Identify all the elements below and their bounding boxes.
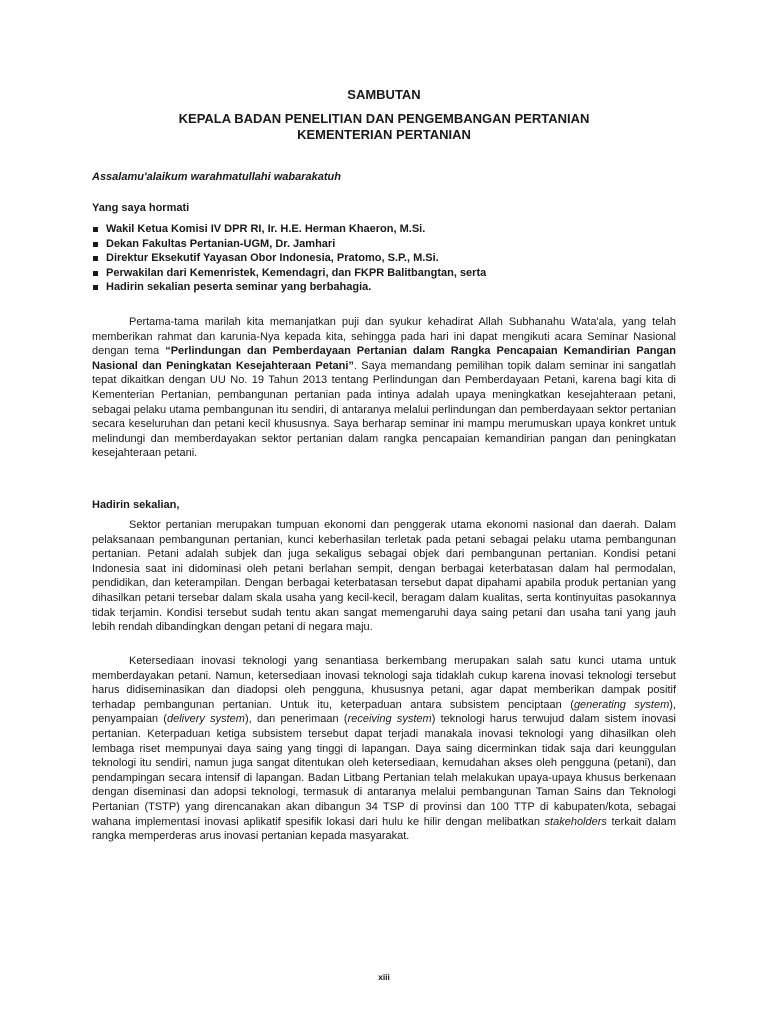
salutation: Yang saya hormati [92,202,190,214]
bullet-icon [93,256,98,261]
term-delivery-system: delivery system [166,713,245,726]
addressee-text: Hadirin sekalian peserta seminar yang berbahagia. [106,281,372,294]
term-stakeholders: stakeholders [544,815,607,828]
addressee-list [92,222,676,295]
opening-text-start: Pertama-tama marilah kita memanjatkan puji dan syukur kehadirat Allah Subhanahu Wata'ala, yang telah memberikan rahmat dan karunia-Nya kepada kita, sehingga pada hari ini dapat mengikuti acara Seminar Nasional dengan tema [92,316,676,358]
innovation-text-4: ) teknologi harus terwujud dalam sistem inovasi pertanian. Keterpaduan ketiga subsistem tersebut dapat terjadi manakala inovasi teknologi yang dihasilkan oleh lembaga riset mempunyai daya saing yang tinggi di lapangan. Daya saing dicerminkan tidak saja dari keunggulan teknologi itu sendiri, namun juga sangat ditentukan oleh ketersediaan, kemudahan akses oleh pengguna (petani), dan pendampingan secara intensif di lapangan. Badan Litbang Pertanian telah melakukan upaya-upaya khusus berkenaan dengan diseminasi dan adopsi teknologi, termasuk di antaranya melalui pembangunan Taman Sains dan Teknologi Pertanian (TSTP) yang direncanakan akan dibangun 34 TSP di provinsi dan 100 TTP di kabupaten/kota, sebagai wahana implementasi inovasi aplikatif spesifik lokasi dari hulu ke hilir dengan melibatkan [92,713,677,828]
bullet-icon [93,242,98,247]
subtitle-line-2: KEMENTERIAN PERTANIAN [297,127,471,142]
document-page [92,0,676,1024]
seminar-theme: “Perlindungan dan Pemberdayaan Pertanian dalam Rangka Pencapaian Kemandirian Pangan Nasional dan Peningkatan Kesejahteraan Petani” [92,345,677,372]
opening-text-end: . Saya memandang pemilihan topik dalam seminar ini sangatlah tepat dikaitkan dengan UU No. 19 Tahun 2013 tentang Perlindungan dan Pemberdayaan Petani, karena bagi kita di Kementerian Pertanian, pembangunan pertanian pada intinya adalah upaya meningkatkan kesejahteraan petani, sebagai pelaku utama pembangunan itu sendiri, di antaranya melalui perlindungan dan pemberdayaan sektor pertanian secara keseluruhan dan petani kecil khususnya. Saya berharap seminar ini mampu merumuskan upaya konkret untuk melindungi dan memberdayakan sektor pertanian dalam rangka pencapaian kemandirian pangan dan peningkatan kesejahteraan petani. [92,359,677,460]
addressee-item [92,251,676,266]
innovation-text-2: ), penyampaian ( [92,698,676,726]
term-generating-system: generating system [573,698,670,711]
addressee-text: Perwakilan dari Kemenristek, Kemendagri, dan FKPR Balitbangtan, serta [106,266,487,279]
innovation-text-5: terkait dalam rangka memperderas arus inovasi pertanian kepada masyarakat. [92,815,677,843]
addressee-text: Wakil Ketua Komisi IV DPR RI, Ir. H.E. Herman Khaeron, M.Si. [106,223,426,235]
bullet-icon [93,227,98,232]
body-paragraph-innovation [92,654,676,844]
addressee-item [92,266,676,281]
page-number: xiii [378,972,390,982]
term-receiving-system: receiving system [347,713,432,726]
opening-paragraph [92,315,676,461]
addressee-text: Direktur Eksekutif Yayasan Obor Indonesia, Pratomo, S.P., M.Si. [106,252,439,265]
subtitle-line-1: KEPALA BADAN PENELITIAN DAN PENGEMBANGAN PERTANIAN [178,111,590,126]
section-heading: Hadirin sekalian, [92,499,180,511]
addressee-item [92,222,676,237]
addressee-item [92,237,676,252]
body-paragraph-agriculture-sector: Sektor pertanian merupakan tumpuan ekonomi dan penggerak utama ekonomi nasional dan daerah. Dalam pelaksanaan pembangunan pertanian, kunci keberhasilan terletak pada petani sebagai pelaku utama pembangunan pertanian. Petani adalah subjek dan juga sekaligus sebagai objek dari pembangunan pertanian. Kondisi petani Indonesia saat ini didominasi oleh petani berlahan sempit, dengan berbagai keterbatasan dalam hal permodalan, pendidikan, dan keterampilan. Dengan berbagai keterbatasan tersebut dapat dipahami apabila produk pertanian yang dihasilkan petani tersebar dalam skala usaha yang kecil-kecil, beragam dalam kualitas, serta kontinyuitas pasokannya tidak terjamin. Kondisi tersebut sudah tentu akan sangat memengaruhi daya saing petani dan usaha tani yang jauh lebih rendah dibandingkan dengan petani di negara maju. [92,519,676,634]
addressee-text: Dekan Fakultas Pertanian-UGM, Dr. Jamhari [106,237,336,250]
greeting: Assalamu'alaikum warahmatullahi wabarakatuh [92,171,341,183]
page-subtitle [92,111,676,143]
addressee-item [92,280,676,295]
innovation-text-1: Ketersediaan inovasi teknologi yang senantiasa berkembang merupakan salah satu kunci utama untuk memberdayakan petani. Namun, ketersediaan inovasi teknologi saja tidaklah cukup karena inovasi teknologi tersebut harus didiseminasikan dan diadopsi oleh pengguna, khususnya petani, agar dapat memberikan dampak positif terhadap pembangunan pertanian. Untuk itu, keterpaduan antara subsistem penciptaan ( [92,655,676,711]
bullet-icon [93,285,98,290]
innovation-text-3: ), dan penerimaan ( [244,713,348,726]
page-title: SAMBUTAN [347,87,421,102]
bullet-icon [93,271,98,276]
